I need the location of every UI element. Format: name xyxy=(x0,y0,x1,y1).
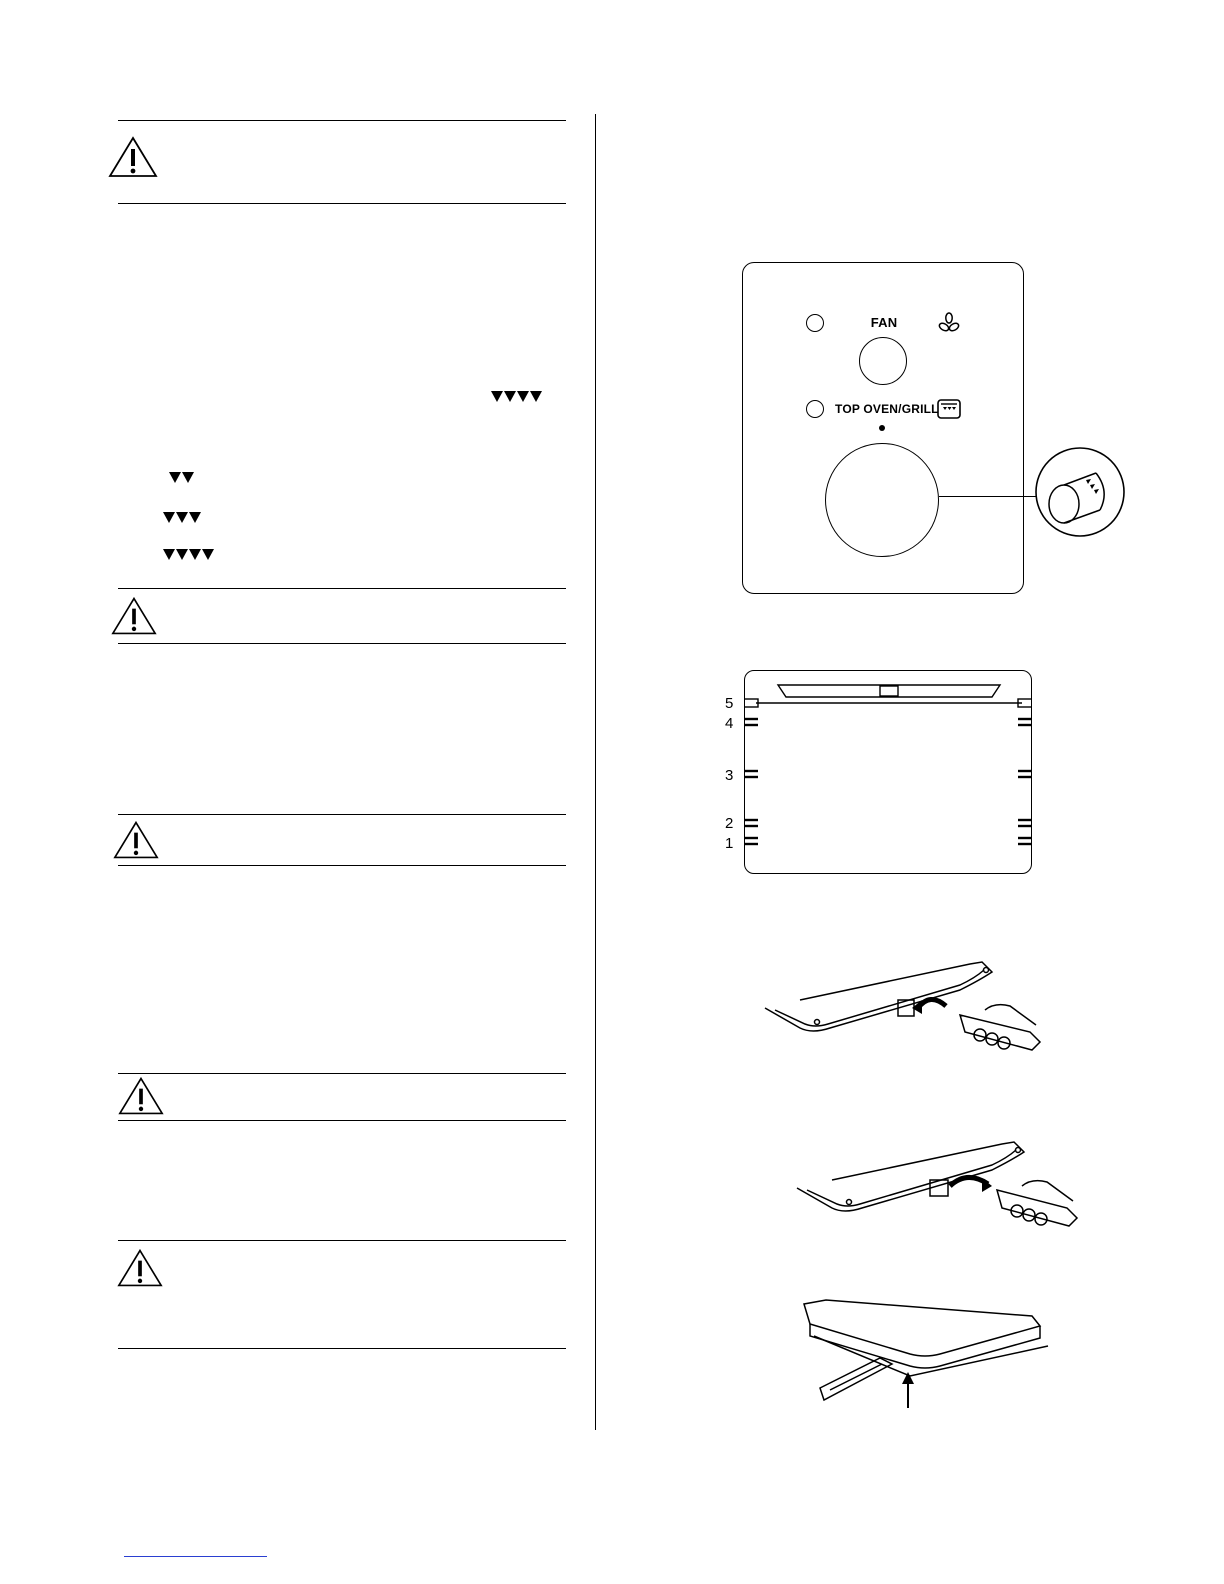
warning-3-bottom-rule xyxy=(118,865,566,866)
warning-3-top-rule xyxy=(118,814,566,815)
shelf-position-label: 4 xyxy=(725,715,734,732)
warning-5-top-rule xyxy=(118,1240,566,1241)
warning-2-top-rule xyxy=(118,588,566,589)
shelf-position-label: 3 xyxy=(725,767,734,784)
top-oven-grill-label: TOP OVEN/GRILL xyxy=(835,402,939,416)
grill-icon xyxy=(937,399,961,419)
shelf-position-label: 1 xyxy=(725,835,734,852)
footer-link[interactable] xyxy=(124,1556,267,1557)
shelf-position-label: 2 xyxy=(725,815,734,832)
warning-icon xyxy=(113,820,159,860)
warning-5-bottom-rule xyxy=(118,1348,566,1349)
warning-icon xyxy=(118,1076,164,1116)
fan-icon xyxy=(938,312,960,334)
top-oven-indicator-light xyxy=(806,400,824,418)
column-divider xyxy=(595,114,596,1430)
shelf-runners xyxy=(744,696,1032,856)
top-oven-grill-knob[interactable] xyxy=(825,443,939,557)
warning-1-bottom-rule xyxy=(118,203,566,204)
grill-four-bar-icon xyxy=(490,390,542,404)
fan-knob[interactable] xyxy=(859,337,907,385)
warning-4-bottom-rule xyxy=(118,1120,566,1121)
warning-1-top-rule xyxy=(118,120,566,121)
warning-icon xyxy=(117,1248,163,1288)
grill-pan-trivet-illustration xyxy=(800,1296,1060,1414)
fan-indicator-light xyxy=(806,314,824,332)
warning-4-top-rule xyxy=(118,1073,566,1074)
warning-2-bottom-rule xyxy=(118,643,566,644)
knob-detail-callout xyxy=(1034,446,1126,538)
warning-icon xyxy=(111,596,157,636)
grill-pan-attach-illustration xyxy=(760,950,1060,1060)
grill-two-bar-icon xyxy=(168,471,196,485)
knob-position-dot xyxy=(879,425,885,431)
callout-line xyxy=(939,496,1037,497)
grill-three-bar-icon xyxy=(162,511,202,525)
fan-label: FAN xyxy=(870,315,898,330)
warning-icon xyxy=(108,136,158,178)
grill-pan-release-illustration xyxy=(792,1130,1092,1240)
grill-four-bar-icon xyxy=(162,548,214,562)
shelf-position-label: 5 xyxy=(725,695,734,712)
